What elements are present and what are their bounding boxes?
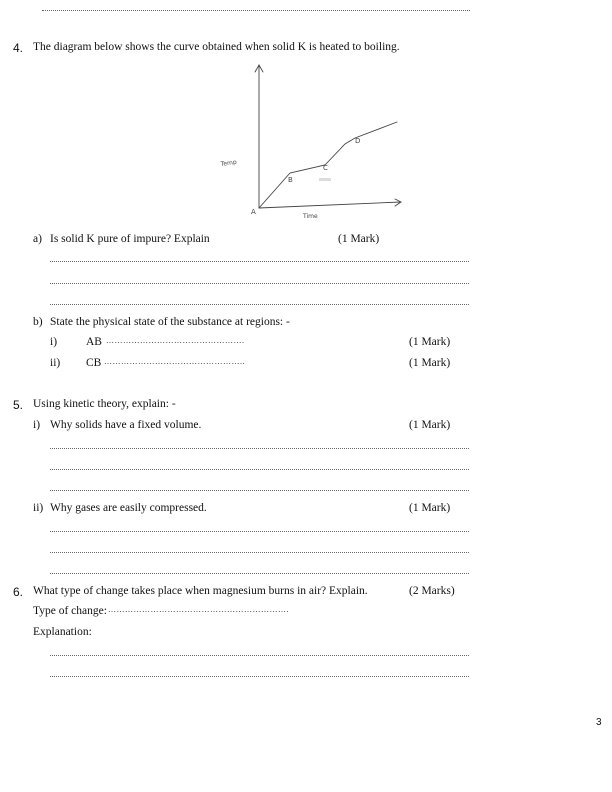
point-label-a: A [251,208,256,216]
question-number: 5. [13,398,24,412]
answer-line[interactable] [50,469,469,470]
answer-line[interactable] [50,448,469,449]
answer-line[interactable] [50,531,469,532]
sub-question-text: State the physical state of the substance at regions: - [50,316,290,328]
x-axis-label: Time [303,213,318,220]
answer-line[interactable] [50,283,469,284]
sub-question-label: a) [33,233,42,245]
answer-line[interactable] [42,10,470,11]
page-number: 3 [596,717,602,728]
answer-fill[interactable]: ………………………………………….. [104,357,245,366]
point-label-c: C [323,164,328,172]
question-text: What type of change takes place when magnesium burns in air? Explain. [33,585,368,597]
item-label: ii) [33,502,44,514]
region-label: CB [86,357,102,369]
y-axis-label: Temp [220,158,238,168]
marks-label: (2 Marks) [409,585,455,597]
answer-fill[interactable]: …………………………………………. [106,336,245,345]
point-label-d: D [355,137,361,145]
item-label: i) [33,419,41,431]
question-text: The diagram below shows the curve obtained when solid K is heated to boiling. [33,41,400,53]
answer-line[interactable] [50,261,469,262]
item-label: i) [50,336,58,348]
marks-label: (1 Mark) [409,336,451,348]
answer-line[interactable] [50,490,469,491]
marks-label: (1 Mark) [409,419,451,431]
answer-line[interactable] [50,676,469,677]
marks-label: (1 Mark) [409,357,451,369]
sub-question-text: Why gases are easily compressed. [50,502,207,514]
question-text: Using kinetic theory, explain: - [33,398,176,410]
answer-line[interactable] [50,552,469,553]
type-of-change-label: Type of change: [33,605,107,617]
sub-question-text: Why solids have a fixed volume. [50,419,202,431]
sub-question-text: Is solid K pure of impure? Explain [50,233,210,245]
question-number: 4. [13,41,24,55]
item-label: ii) [50,357,61,369]
answer-line[interactable] [50,573,469,574]
question-number: 6. [13,585,24,599]
heating-curve-diagram [215,60,415,225]
explanation-label: Explanation: [33,626,92,638]
answer-line[interactable] [50,304,469,305]
sub-question-label: b) [33,316,43,328]
marks-label: (1 Mark) [409,502,451,514]
answer-fill[interactable]: ………………………………………………………. [108,605,289,614]
point-label-b: B [288,176,293,184]
region-label: AB [86,336,102,348]
marks-label: (1 Mark) [338,233,380,245]
answer-line[interactable] [50,655,469,656]
